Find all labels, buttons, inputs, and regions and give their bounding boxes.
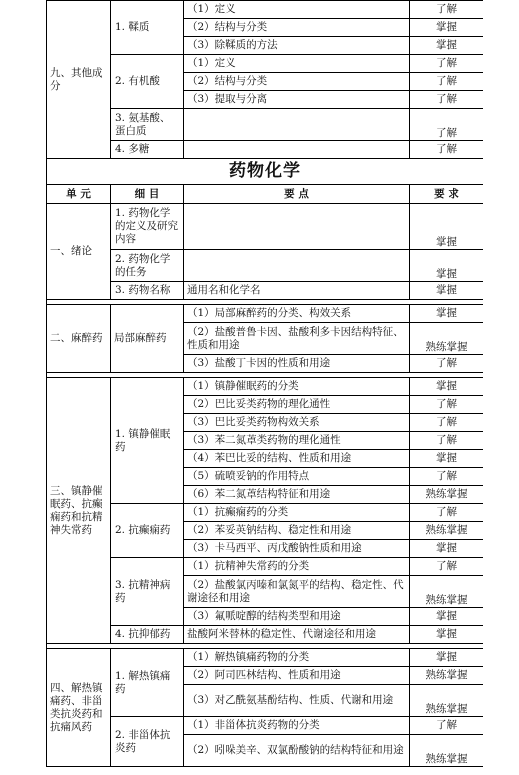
requirement-cell: 了解 [410,91,484,109]
point-cell: （1）镇静催眠药的分类 [184,378,410,396]
requirement-cell: 掌握 [410,450,484,468]
item-cell: 1. 鞣质 [111,1,184,55]
unit-cell: 四、解热镇痛药、非甾类抗炎药和抗痛风药 [47,649,111,767]
requirement-cell: 了解 [410,432,484,450]
syllabus-sheet [46,0,483,775]
point-cell: （6）苯二氮䓬结构特征和用途 [184,486,410,504]
point-cell: （2）巴比妥类药物的理化通性 [184,396,410,414]
point-cell [184,109,410,141]
requirement-cell: 了解 [410,1,484,19]
requirement-cell: 熟练掌握 [410,576,484,608]
point-cell: （3）苯二氮䓬类药物的理化通性 [184,432,410,450]
unit-cell: 三、镇静催眠药、抗癫痫药和抗精神失常药 [47,378,111,644]
point-cell: （3）巴比妥类药物构效关系 [184,414,410,432]
point-cell: （1）抗癫痫药的分类 [184,504,410,522]
point-cell: 通用名和化学名 [184,282,410,300]
item-cell: 4. 多糖 [111,141,184,159]
requirement-cell: 熟练掌握 [410,667,484,685]
item-cell: 局部麻醉药 [111,305,184,373]
point-cell: （1）定义 [184,55,410,73]
item-cell: 2. 非甾体抗炎药 [111,717,184,767]
point-cell: （4）苯巴比妥的结构、性质和用途 [184,450,410,468]
header-requirement: 要 求 [410,185,484,204]
unit-cell: 九、其他成分 [47,1,111,159]
requirement-cell: 了解 [410,414,484,432]
requirement-cell: 熟练掌握 [410,486,484,504]
requirement-cell: 熟练掌握 [410,522,484,540]
requirement-cell: 了解 [410,396,484,414]
requirement-cell: 掌握 [410,204,484,250]
unit-cell: 二、麻醉药 [47,305,111,373]
point-cell [184,204,410,250]
point-cell: （3）提取与分离 [184,91,410,109]
requirement-cell: 了解 [410,717,484,735]
point-cell: （1）定义 [184,1,410,19]
requirement-cell: 熟练掌握 [410,685,484,717]
point-cell: （1）解热镇痛药物的分类 [184,649,410,667]
requirement-cell: 掌握 [410,649,484,667]
requirement-cell: 掌握 [410,378,484,396]
requirement-cell: 了解 [410,468,484,486]
requirement-cell: 掌握 [410,540,484,558]
point-cell: （2）阿司匹林结构、性质和用途 [184,667,410,685]
requirement-cell: 掌握 [410,282,484,300]
point-cell: （2）盐酸氯丙嗪和氯氮平的结构、稳定性、代谢途径和用途 [184,576,410,608]
header-unit: 单 元 [47,185,111,204]
point-cell: 盐酸阿米替林的稳定性、代谢途径和用途 [184,626,410,644]
requirement-cell: 掌握 [410,305,484,323]
item-cell: 3. 氨基酸、蛋白质 [111,109,184,141]
item-cell: 3. 药物名称 [111,282,184,300]
requirement-cell: 了解 [410,558,484,576]
requirement-cell: 掌握 [410,250,484,282]
item-cell: 2. 抗癫痫药 [111,504,184,558]
unit-cell: 一、绪论 [47,204,111,300]
point-cell: （3）卡马西平、丙戊酸钠性质和用途 [184,540,410,558]
requirement-cell: 了解 [410,55,484,73]
item-cell: 2. 有机酸 [111,55,184,109]
point-cell: （1）非甾体抗炎药物的分类 [184,717,410,735]
item-cell: 2. 药物化学的任务 [111,250,184,282]
point-cell: （2）苯妥英钠结构、稳定性和用途 [184,522,410,540]
requirement-cell: 熟练掌握 [410,735,484,767]
point-cell: （3）对乙酰氨基酚结构、性质、代谢和用途 [184,685,410,717]
point-cell [184,250,410,282]
item-cell: 1. 镇静催眠药 [111,378,184,504]
point-cell [184,141,410,159]
item-cell: 1. 药物化学的定义及研究内容 [111,204,184,250]
requirement-cell: 掌握 [410,37,484,55]
point-cell: （2）结构与分类 [184,19,410,37]
point-cell: （2）盐酸普鲁卡因、盐酸利多卡因结构特征、性质和用途 [184,323,410,355]
requirement-cell: 熟练掌握 [410,323,484,355]
point-cell: （2）吲哚美辛、双氯酚酸钠的结构特征和用途 [184,735,410,767]
item-cell: 4. 抗抑郁药 [111,626,184,644]
requirement-cell: 掌握 [410,626,484,644]
requirement-cell: 了解 [410,504,484,522]
syllabus-table [46,0,483,767]
item-cell: 1. 解热镇痛药 [111,649,184,717]
requirement-cell: 了解 [410,73,484,91]
point-cell: （2）结构与分类 [184,73,410,91]
point-cell: （5）硫喷妥钠的作用特点 [184,468,410,486]
requirement-cell: 掌握 [410,608,484,626]
point-cell: （3）除鞣质的方法 [184,37,410,55]
requirement-cell: 掌握 [410,19,484,37]
requirement-cell: 了解 [410,355,484,373]
item-cell: 3. 抗精神病药 [111,558,184,626]
section-title: 药物化学 [47,159,484,185]
requirement-cell: 了解 [410,109,484,141]
header-item: 细 目 [111,185,184,204]
point-cell: （1）局部麻醉药的分类、构效关系 [184,305,410,323]
point-cell: （1）抗精神失常药的分类 [184,558,410,576]
point-cell: （3）氟哌啶醇的结构类型和用途 [184,608,410,626]
point-cell: （3）盐酸丁卡因的性质和用途 [184,355,410,373]
header-point: 要 点 [184,185,410,204]
requirement-cell: 了解 [410,141,484,159]
